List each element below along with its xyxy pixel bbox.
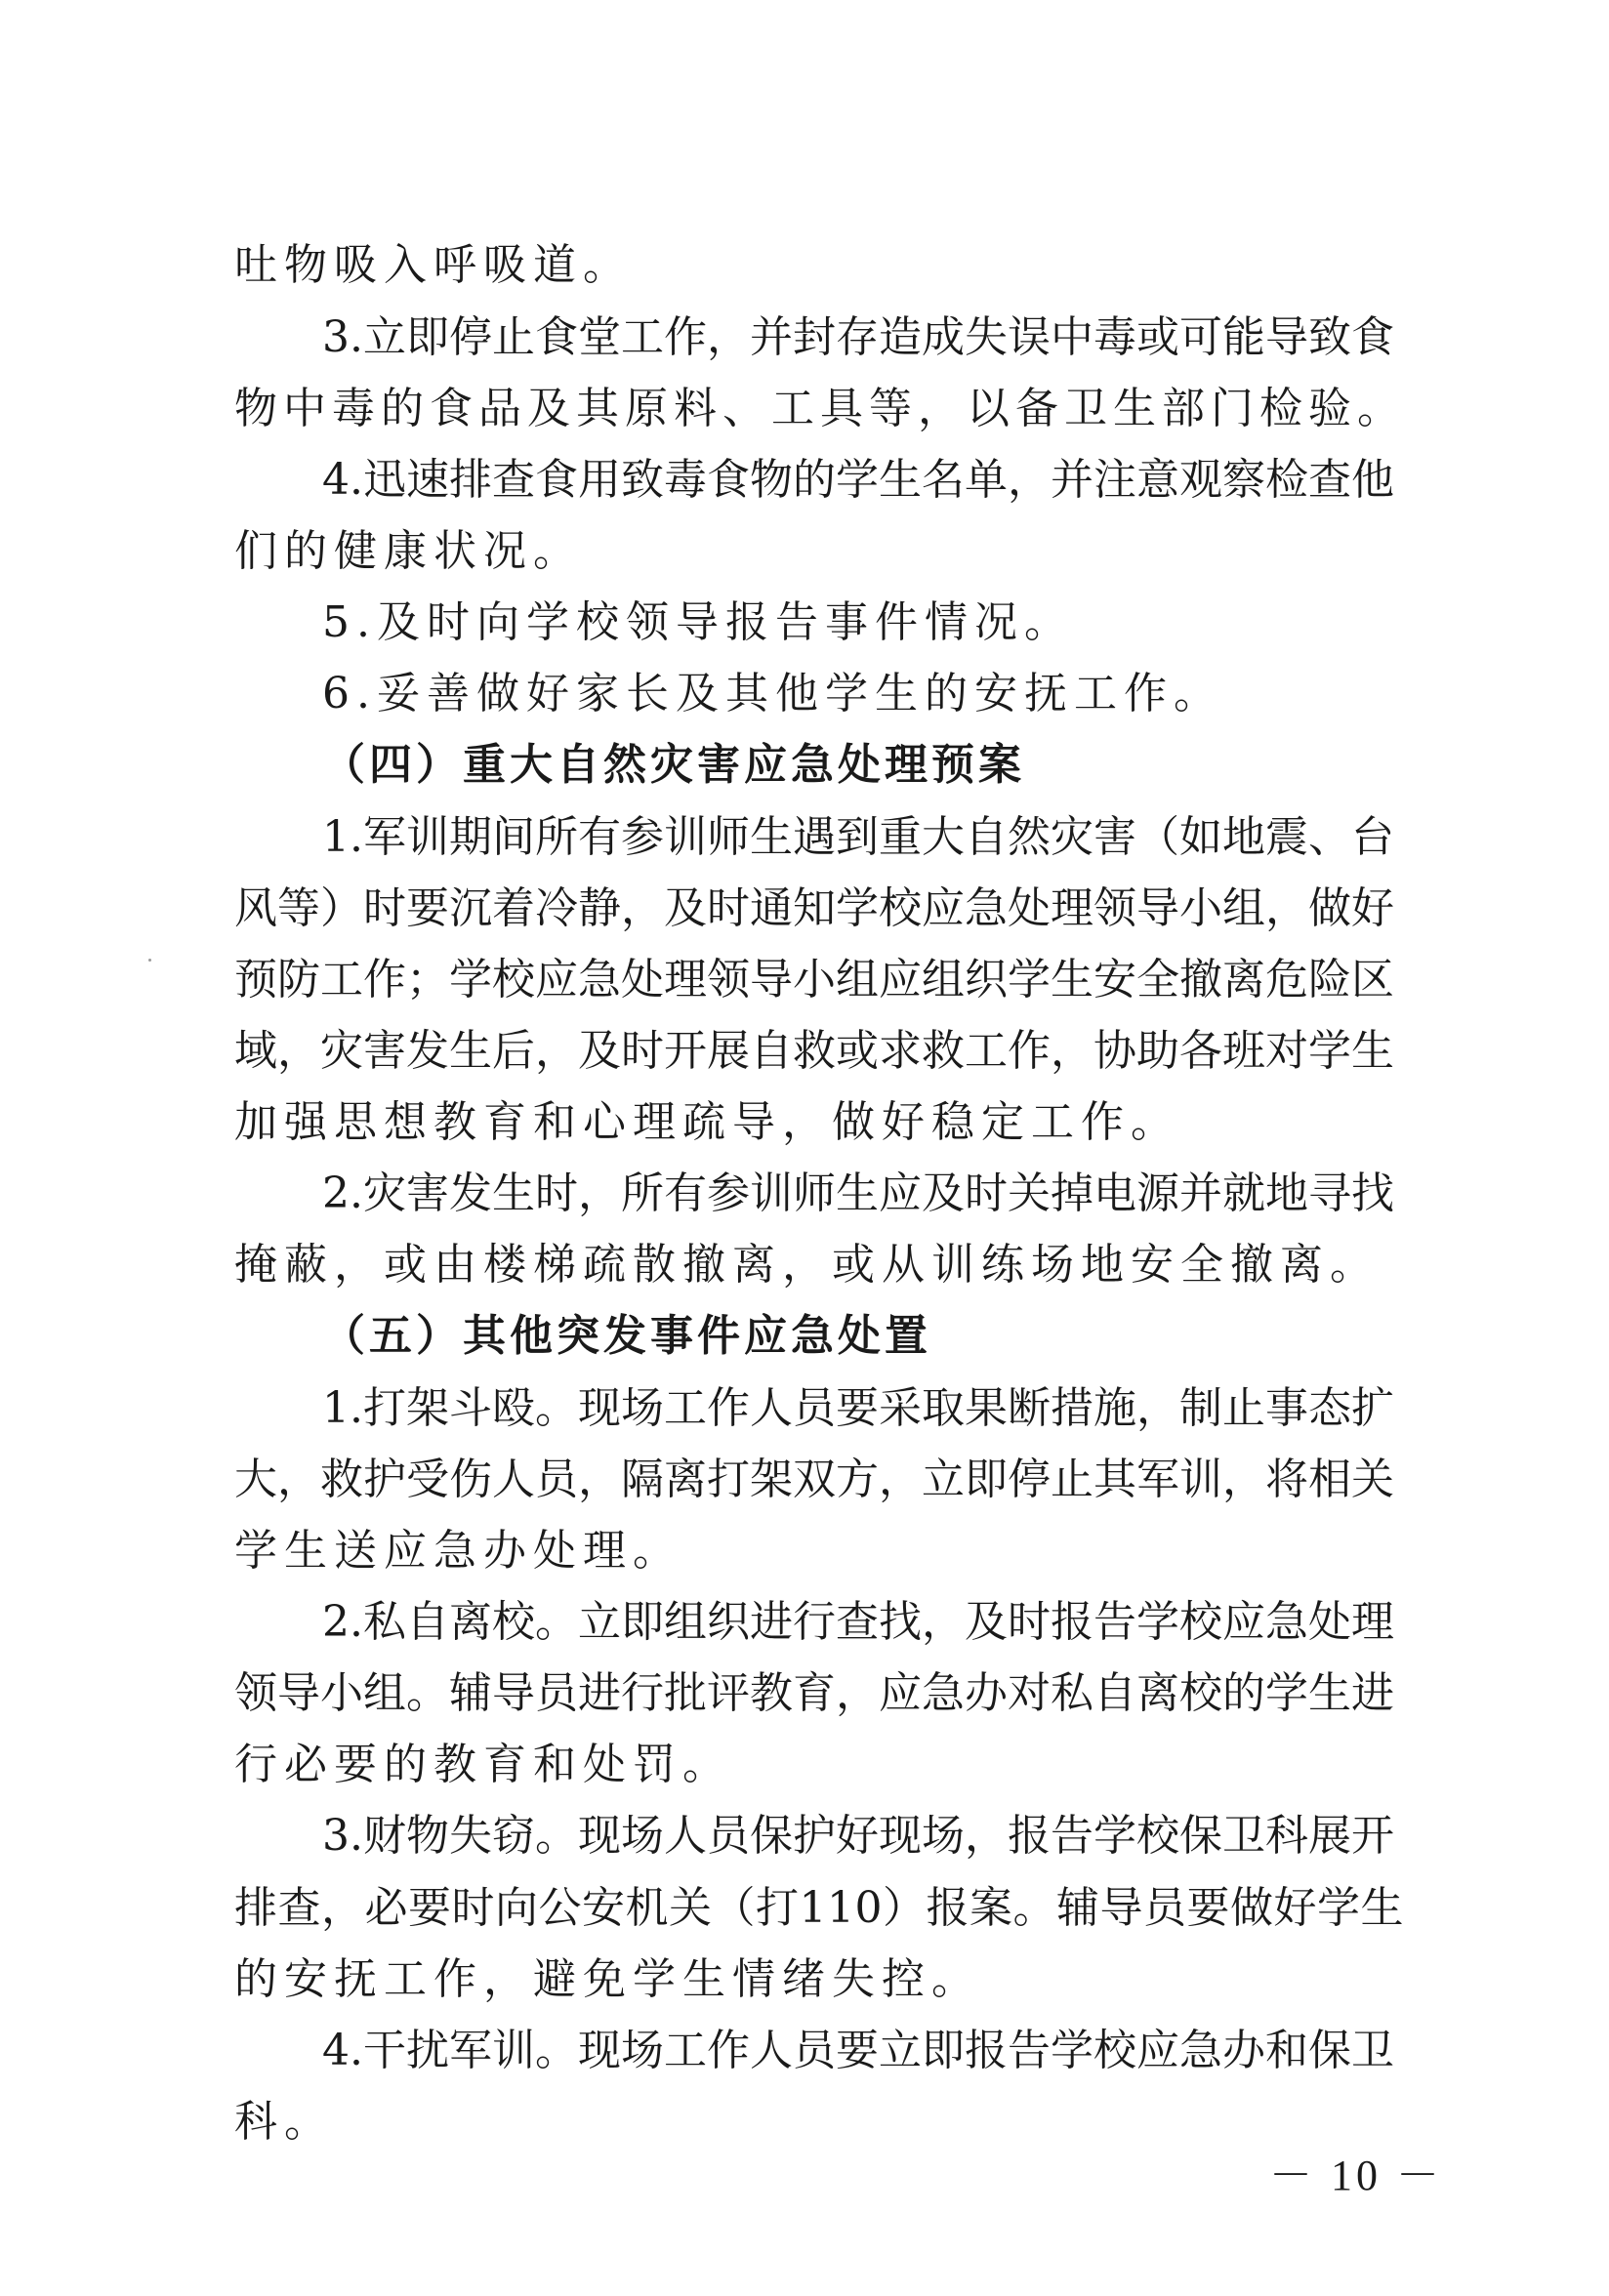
text-line-17: 1.打架斗殴。现场工作人员要采取果断措施，制止事态扩 [322, 1383, 1394, 1433]
section-heading-5: （五）其他突发事件应急处置 [322, 1311, 931, 1361]
text-line-27: 科。 [234, 2097, 334, 2147]
text-line-9: 1.军训期间所有参训师生遇到重大自然灾害（如地震、台 [322, 812, 1394, 862]
text-line-21: 领导小组。辅导员进行批评教育，应急办对私自离校的学生进 [234, 1668, 1394, 1718]
text-line-18: 大，救护受伤人员，隔离打架双方，立即停止其军训，将相关 [234, 1455, 1394, 1504]
text-line-10: 风等）时要沉着冷静，及时通知学校应急处理领导小组，做好 [234, 883, 1394, 933]
text-line-19: 学生送应急办处理。 [234, 1526, 682, 1576]
text-line-23: 3.财物失窃。现场人员保护好现场，报告学校保卫科展开 [322, 1811, 1394, 1861]
scan-speck [148, 959, 151, 962]
page-number: － 10 － [1269, 2152, 1443, 2199]
text-line-1: 吐物吸入呼吸道。 [234, 240, 633, 290]
text-line-4: 4.迅速排查食用致毒食物的学生名单，并注意观察检查他 [322, 455, 1394, 505]
text-line-5: 们的健康状况。 [234, 526, 583, 576]
text-line-22: 行必要的教育和处罚。 [234, 1740, 732, 1789]
text-line-11: 预防工作；学校应急处理领导小组应组织学生安全撤离危险区 [234, 955, 1394, 1004]
section-heading-4: （四）重大自然灾害应急处理预案 [322, 740, 1025, 790]
text-line-13: 加强思想教育和心理疏导，做好稳定工作。 [234, 1097, 1180, 1147]
text-line-7: 6.妥善做好家长及其他学生的安抚工作。 [322, 669, 1223, 718]
text-line-20: 2.私自离校。立即组织进行查找，及时报告学校应急处理 [322, 1597, 1394, 1647]
text-line-26: 4.干扰军训。现场工作人员要立即报告学校应急办和保卫 [322, 2026, 1394, 2075]
text-line-14: 2.灾害发生时，所有参训师生应及时关掉电源并就地寻找 [322, 1168, 1394, 1218]
text-line-25: 的安抚工作，避免学生情绪失控。 [234, 1954, 981, 2004]
text-line-24: 排查，必要时向公安机关（打110）报案。辅导员要做好学生 [234, 1883, 1404, 1933]
text-line-3: 物中毒的食品及其原料、工具等，以备卫生部门检验。 [234, 384, 1406, 433]
text-line-2: 3.立即停止食堂工作，并封存造成失误中毒或可能导致食 [322, 312, 1394, 362]
text-line-6: 5.及时向学校领导报告事件情况。 [322, 597, 1074, 647]
text-line-12: 域，灾害发生后，及时开展自救或求救工作，协助各班对学生 [234, 1026, 1394, 1076]
text-line-15: 掩蔽，或由楼梯疏散撤离，或从训练场地安全撤离。 [234, 1240, 1380, 1290]
